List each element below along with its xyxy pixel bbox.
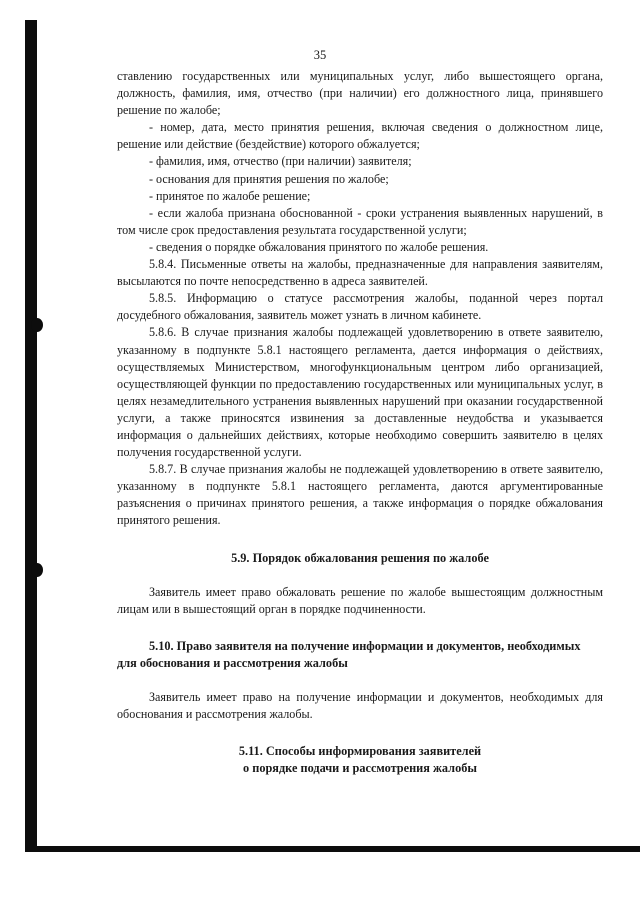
paragraph-5-8-7: 5.8.7. В случае признания жалобы не подлежащей удовлетворению в ответе заявителю, указанному в подпункте 5.8.1 настоящего регламента, даются аргументированные разъяснения о причинах принятого решения, а также информация о порядке обжалования принятого решения.: [117, 462, 603, 528]
section-heading-5-10: 5.10. Право заявителя на получение информации и документов, необходимых для обоснования и рассмотрения жалобы: [117, 638, 581, 670]
section-heading-5-11-line1: 5.11. Способы информирования заявителей: [238, 744, 482, 759]
paragraph-5-8-6: 5.8.6. В случае признания жалобы подлежащей удовлетворению в ответе заявителю, указанному в подпункте 5.8.1 настоящего регламента, дается информация о действиях, осуществляемых Министерством, многофункциональным центром либо организацией, осуществляющей функции по предоставлению государственных или муниципальных услуг, в целях незамедлительного устранения выявленных нарушений при оказании государственной услуги, а также приносятся извинения за доставленные неудобства и указывается информация о дальнейших действиях, которые необходимо совершить заявителю в целях получения государственной услуги.: [117, 325, 603, 460]
binder-hole-icon: [31, 318, 43, 332]
page-number: 35: [313, 48, 327, 62]
section-heading-5-9: 5.9. Порядок обжалования решения по жалобе: [231, 550, 489, 565]
list-item: - если жалоба признана обоснованной - сроки устранения выявленных нарушений, в том числе срок предоставления результата государственной услуги;: [117, 205, 603, 237]
section-body-5-9: Заявитель имеет право обжаловать решение по жалобе вышестоящим должностным лицам или в вышестоящий орган в порядке подчиненности.: [117, 584, 603, 616]
paragraph-5-8-4: 5.8.4. Письменные ответы на жалобы, предназначенные для направления заявителям, высылаются по почте непосредственно в адреса заявителей.: [117, 257, 603, 289]
list-item: - основания для принятия решения по жалобе;: [149, 171, 389, 186]
scan-border-left: [25, 20, 37, 852]
scan-border-bottom: [25, 846, 640, 852]
list-item: - фамилия, имя, отчество (при наличии) заявителя;: [149, 154, 412, 169]
list-item: - номер, дата, место принятия решения, включая сведения о должностном лице, решение или действие (бездействие) которого обжалуется;: [117, 120, 603, 152]
list-item: - сведения о порядке обжалования принятого по жалобе решения.: [149, 239, 489, 254]
section-heading-5-11-line2: о порядке подачи и рассмотрения жалобы: [243, 761, 477, 776]
paragraph-continuation: ставлению государственных или муниципальных услуг, либо вышестоящего органа, должность, фамилия, имя, отчество (при наличии) его должностного лица, принявшего решение по жалобе;: [117, 69, 603, 118]
paragraph-5-8-5: 5.8.5. Информацию о статусе рассмотрения жалобы, поданной через портал досудебного обжалования, заявитель может узнать в личном кабинете.: [117, 291, 603, 323]
section-body-5-10: Заявитель имеет право на получение информации и документов, необходимых для обоснования и рассмотрения жалобы.: [117, 690, 603, 722]
binder-hole-icon: [31, 563, 43, 577]
document-body: [117, 68, 603, 777]
list-item: - принятое по жалобе решение;: [149, 188, 311, 203]
